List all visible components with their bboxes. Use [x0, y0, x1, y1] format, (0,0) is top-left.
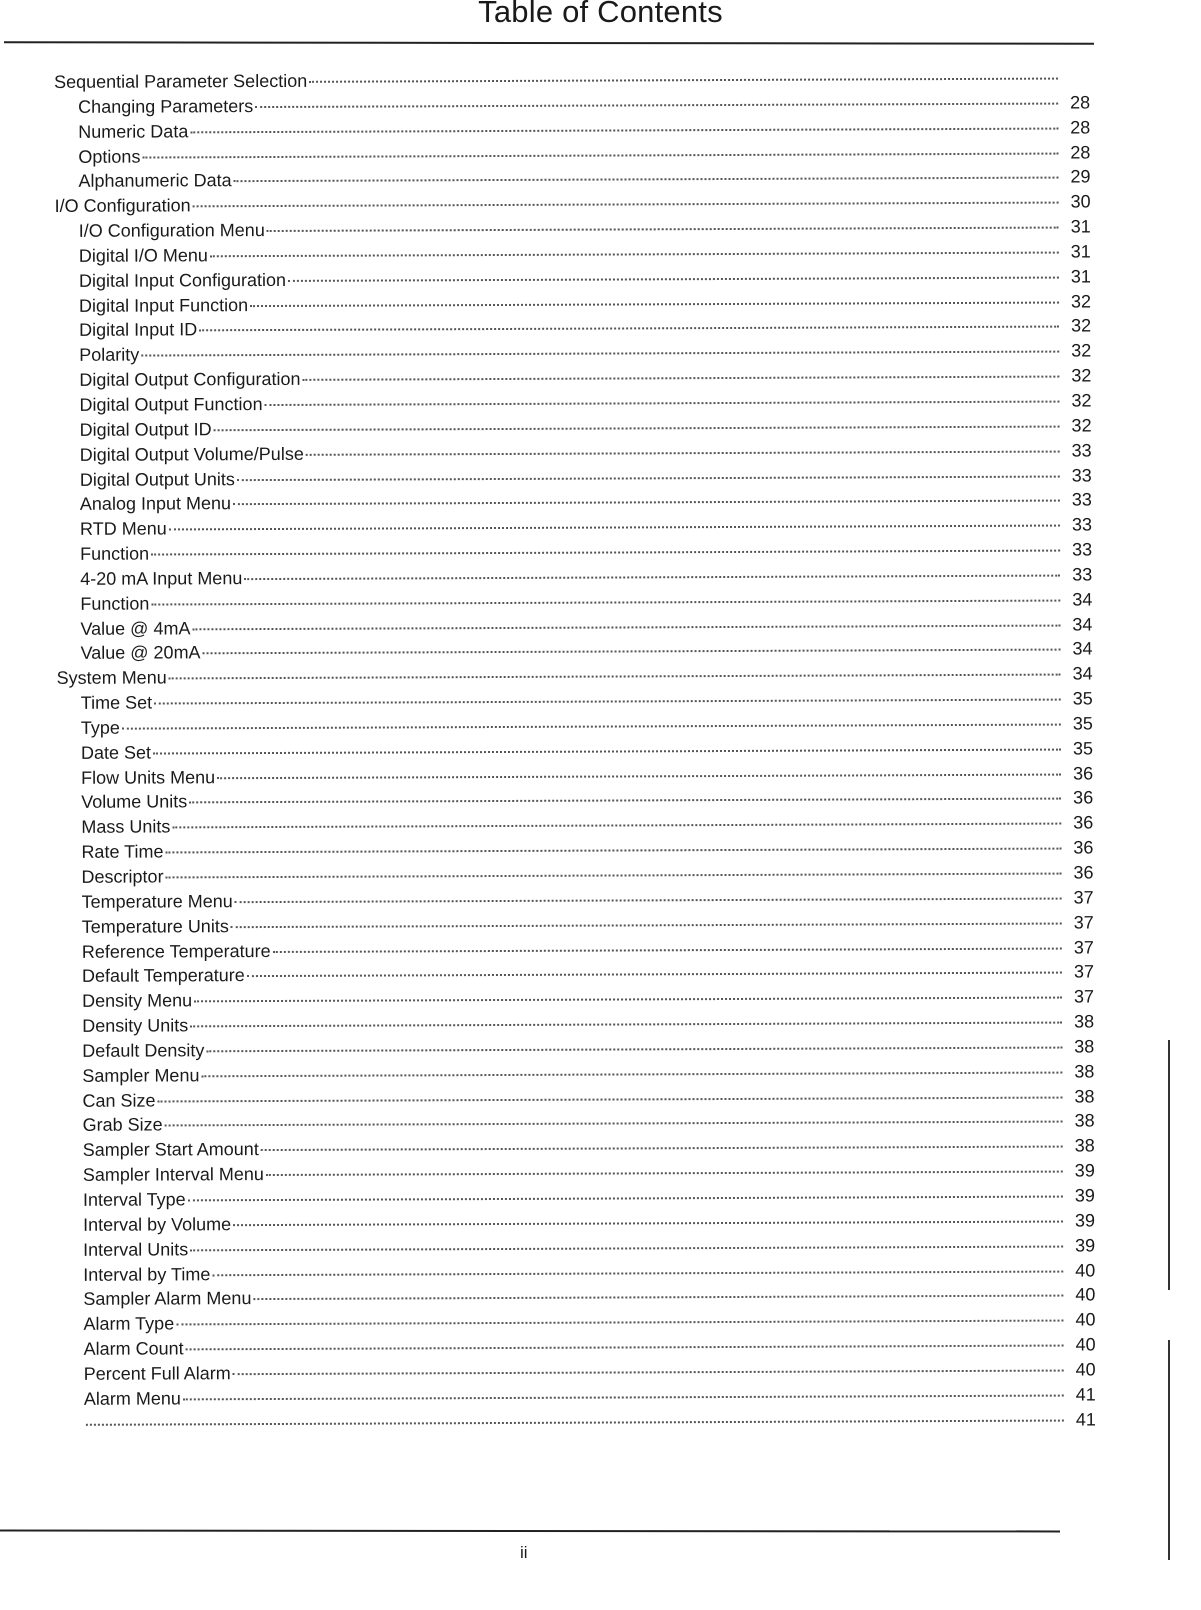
toc-entry-label: Can Size [82, 1090, 156, 1111]
toc-entry-page: 33 [1072, 564, 1093, 585]
dot-leader [169, 674, 1061, 680]
toc-entry-page: 28 [1070, 141, 1091, 163]
toc-entry-page: 37 [1073, 936, 1094, 958]
toc-entry-label: Interval Type [82, 1189, 186, 1210]
dot-leader [234, 177, 1059, 183]
toc-entry-page: 38 [1074, 1135, 1095, 1156]
dot-leader [190, 1245, 1063, 1251]
dot-leader [212, 1270, 1063, 1276]
dot-leader [153, 748, 1061, 754]
toc-entry-page: 37 [1073, 986, 1095, 1007]
toc-entry-page: 36 [1073, 862, 1094, 883]
toc-entry-page: 34 [1072, 589, 1093, 610]
toc-entry-label: RTD Menu [79, 518, 167, 540]
dot-leader [231, 922, 1062, 928]
toc-entry-page: 36 [1073, 763, 1094, 784]
toc-entry-label: Density Menu [82, 990, 193, 1012]
toc-entry-label: Sampler Interval Menu [82, 1164, 264, 1185]
dot-leader [235, 897, 1062, 903]
toc-entry-page: 33 [1072, 539, 1093, 560]
toc-entry-label: Temperature Units [81, 915, 229, 937]
toc-entry-page: 32 [1070, 291, 1092, 312]
toc-entry-page: 40 [1075, 1259, 1096, 1280]
toc-entry-page: 29 [1070, 166, 1091, 187]
dot-leader [151, 550, 1060, 556]
dot-leader [158, 1096, 1063, 1102]
dot-leader [206, 1046, 1062, 1052]
dot-leader [255, 102, 1058, 108]
toc-entry-page: 28 [1070, 117, 1091, 138]
toc-entry-page: 35 [1072, 738, 1094, 759]
toc-entry-label: Analog Input Menu [79, 493, 232, 515]
toc-entry-page: 31 [1070, 266, 1091, 287]
toc-entry-label: Sampler Alarm Menu [83, 1288, 252, 1310]
toc-entry-label: Grab Size [82, 1114, 163, 1136]
dot-leader [302, 376, 1059, 381]
toc-entry-label: Date Set [80, 742, 152, 763]
toc-entry-page: 35 [1072, 688, 1093, 709]
toc-entry-page: 38 [1074, 1110, 1095, 1131]
dot-leader [217, 773, 1061, 779]
toc-entry-page: 33 [1071, 514, 1093, 535]
toc-entry-page: 35 [1072, 713, 1093, 734]
toc-entry-label: Alarm Menu [83, 1388, 181, 1409]
toc-entry-label: Time Set [80, 692, 153, 713]
toc-entry-label: Sampler Menu [82, 1065, 200, 1086]
toc-entry-label: Temperature Menu [81, 891, 233, 912]
dot-leader [194, 997, 1062, 1003]
dot-leader [247, 972, 1062, 978]
page-number: ii [520, 1543, 528, 1562]
toc-entry-label: Density Units [82, 1015, 189, 1036]
dot-leader [183, 1394, 1064, 1400]
dot-leader [188, 1196, 1063, 1202]
page-title: Table of Contents [478, 0, 723, 29]
toc-entry-label: Sampler Start Amount [82, 1139, 259, 1161]
dot-leader [165, 848, 1061, 854]
toc-entry-label: Options [78, 146, 141, 167]
dot-leader [189, 798, 1061, 804]
toc-entry-label: Interval by Time [83, 1263, 211, 1285]
dot-leader [190, 1022, 1062, 1028]
toc-entry-page: 34 [1072, 663, 1093, 684]
dot-leader [122, 723, 1061, 729]
title-rule [4, 41, 1094, 45]
dot-leader [86, 1419, 1064, 1425]
toc-entry-page: 39 [1074, 1210, 1096, 1231]
toc-entry-page: 39 [1075, 1235, 1096, 1256]
toc-entry-page: 39 [1074, 1185, 1095, 1206]
toc-entry-page: 36 [1073, 787, 1094, 808]
toc-entry-page: 33 [1071, 440, 1092, 461]
toc-entry-label: Numeric Data [78, 121, 189, 142]
dot-leader [266, 1171, 1063, 1176]
toc-entry-label: Alphanumeric Data [78, 170, 232, 192]
toc-entry-page: 36 [1073, 812, 1094, 833]
dot-leader [214, 425, 1060, 431]
toc-entry-label: Value @ 4mA [80, 617, 191, 639]
toc-entry-label: Rate Time [81, 841, 164, 862]
dot-leader [199, 326, 1059, 332]
dot-leader [250, 301, 1059, 307]
toc-entry-label: Digital Output Configuration [79, 368, 301, 390]
table-of-contents [40, 65, 1096, 1436]
dot-leader [267, 227, 1059, 232]
toc-entry-page: 40 [1075, 1284, 1096, 1305]
dot-leader [306, 450, 1060, 455]
toc-entry-page: 37 [1073, 961, 1094, 982]
toc-entry-page: 32 [1071, 415, 1092, 436]
toc-entry-page: 31 [1070, 216, 1091, 237]
dot-leader [210, 251, 1059, 257]
toc-entry-page: 37 [1073, 912, 1094, 933]
dot-leader [265, 401, 1060, 406]
toc-entry-label: Default Density [82, 1040, 205, 1061]
toc-entry-page: 40 [1075, 1309, 1096, 1330]
toc-entry-label: Default Temperature [81, 965, 245, 987]
toc-entry-page: 39 [1074, 1160, 1095, 1181]
toc-entry-page: 38 [1074, 1036, 1095, 1057]
toc-entry-label: Alarm Type [83, 1313, 175, 1335]
toc-entry-label: I/O Configuration [54, 195, 191, 217]
dot-leader [288, 276, 1059, 281]
toc-entry-label: Interval by Volume [82, 1213, 232, 1235]
dot-leader [165, 1121, 1063, 1127]
toc-entry-page: 38 [1074, 1061, 1095, 1082]
dot-leader [233, 1220, 1063, 1226]
toc-entry-label: 4-20 mA Input Menu [80, 567, 243, 589]
toc-entry-label: Value @ 20mA [80, 642, 201, 664]
toc-entry-page: 40 [1075, 1359, 1096, 1380]
toc-entry-label: Polarity [79, 344, 140, 366]
toc-entry-page: 32 [1071, 365, 1092, 386]
dot-leader [190, 127, 1058, 133]
toc-entry-page: 34 [1072, 638, 1093, 659]
dot-leader [192, 624, 1060, 630]
toc-entry-label: Changing Parameters [78, 95, 254, 117]
dot-leader [203, 649, 1061, 655]
toc-entry-label: Alarm Count [83, 1338, 184, 1359]
toc-entry-label: Mass Units [81, 816, 171, 838]
toc-entry [46, 1407, 1096, 1436]
dot-leader [176, 1320, 1063, 1326]
dot-leader [172, 823, 1061, 829]
toc-entry-page: 40 [1075, 1334, 1096, 1355]
toc-entry-label: Function [80, 543, 150, 564]
toc-entry-page: 38 [1074, 1086, 1095, 1107]
toc-entry-label: System Menu [56, 667, 167, 689]
toc-entry-label: Digital Output Units [79, 468, 235, 490]
dot-leader [141, 351, 1059, 357]
toc-entry-label: Digital I/O Menu [78, 245, 208, 266]
toc-entry-label: Digital Input ID [79, 319, 198, 341]
toc-entry-label: Volume Units [81, 791, 188, 813]
toc-entry-page: 28 [1070, 92, 1091, 113]
dot-leader [201, 1071, 1062, 1077]
toc-entry-page: 41 [1075, 1408, 1096, 1430]
toc-entry-page: 31 [1070, 241, 1091, 262]
toc-entry-label: Digital Output Function [79, 394, 263, 415]
dot-leader [233, 1369, 1064, 1375]
dot-leader [273, 947, 1062, 952]
toc-entry-label: Function [80, 593, 150, 614]
dot-leader [261, 1146, 1063, 1151]
toc-entry-page: 34 [1072, 613, 1093, 635]
toc-entry-label: Digital Input Configuration [78, 269, 287, 291]
toc-entry-page: 30 [1070, 191, 1091, 212]
scan-edge-mark [1168, 1340, 1170, 1560]
toc-entry-page: 38 [1074, 1011, 1095, 1032]
scan-edge-mark [1168, 1040, 1170, 1290]
toc-entry-label: Reference Temperature [81, 940, 271, 962]
toc-entry-label: Digital Output ID [79, 419, 212, 440]
dot-leader [237, 475, 1060, 481]
toc-entry-page: 36 [1073, 837, 1094, 858]
toc-entry-page: 32 [1071, 315, 1092, 336]
toc-entry-label: Sequential Parameter Selection [54, 70, 308, 92]
dot-leader [244, 574, 1060, 580]
toc-entry-label: Type [80, 717, 120, 738]
toc-entry-label: Digital Input Function [78, 294, 249, 316]
toc-entry-label: Percent Full Alarm [83, 1363, 231, 1384]
dot-leader [193, 202, 1059, 208]
dot-leader [166, 873, 1062, 879]
dot-leader [151, 599, 1060, 605]
toc-entry-page: 41 [1075, 1384, 1096, 1405]
dot-leader [142, 152, 1058, 158]
toc-entry-label: Interval Units [83, 1239, 189, 1260]
dot-leader [253, 1295, 1063, 1301]
dot-leader [309, 78, 1058, 83]
toc-entry-label: Flow Units Menu [81, 766, 216, 788]
dot-leader [154, 699, 1061, 705]
toc-entry-page: 33 [1071, 489, 1092, 510]
toc-entry-page: 37 [1073, 887, 1094, 908]
toc-entry-label: Descriptor [81, 866, 164, 887]
dot-leader [186, 1345, 1064, 1351]
toc-entry-page: 32 [1071, 390, 1092, 411]
toc-entry-page: 32 [1071, 340, 1092, 361]
toc-entry-label: I/O Configuration Menu [78, 220, 265, 241]
dot-leader [233, 500, 1060, 506]
dot-leader [169, 525, 1060, 531]
toc-entry-page: 33 [1071, 464, 1092, 486]
toc-entry-label: Digital Output Volume/Pulse [79, 443, 304, 465]
footer-rule [0, 1530, 1060, 1533]
